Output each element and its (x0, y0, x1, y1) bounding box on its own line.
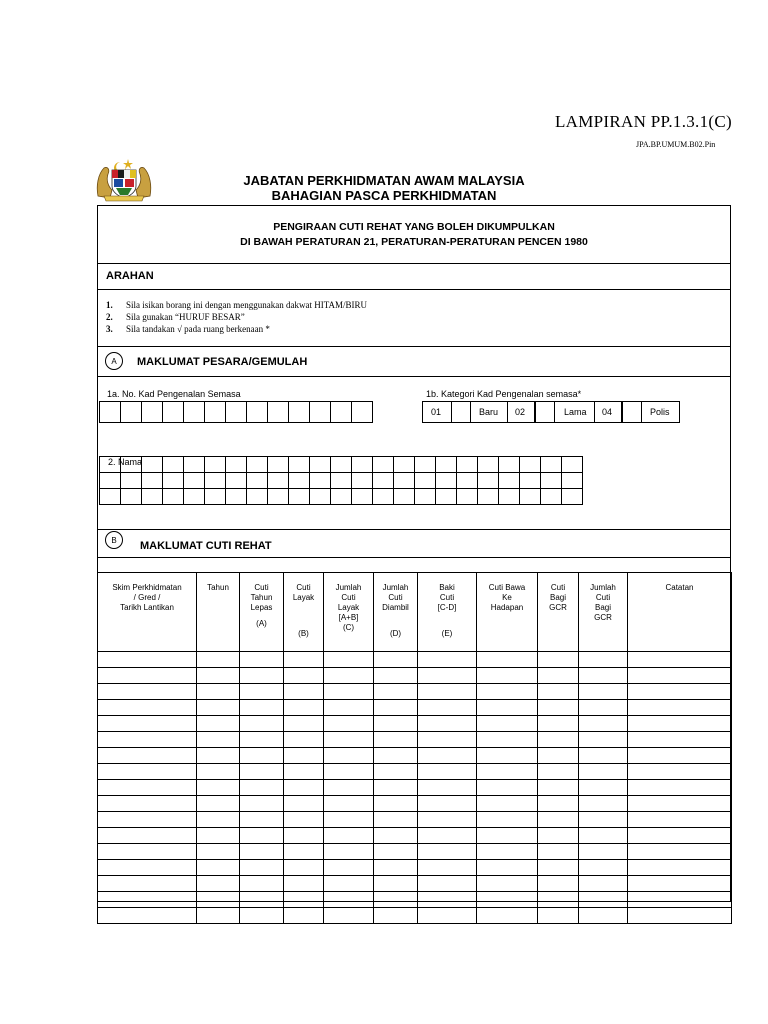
ic-digit-box[interactable] (310, 402, 331, 423)
instruction-item: 3. Sila tandakan √ pada ruang berkenaan * (106, 324, 270, 334)
table-row[interactable] (98, 860, 732, 876)
ic-digit-box[interactable] (184, 402, 205, 423)
department-name: JABATAN PERKHIDMATAN AWAM MALAYSIA (243, 173, 525, 188)
ic-digit-box[interactable] (352, 402, 373, 423)
column-header: Jumlah Cuti Layak [A+B] (C) (324, 573, 374, 652)
category-baru-checkbox[interactable] (451, 401, 471, 423)
ic-digit-box[interactable] (289, 402, 310, 423)
table-row[interactable] (98, 892, 732, 908)
ic-number-label: 1a. No. Kad Pengenalan Semasa (107, 389, 241, 399)
ic-digit-box[interactable] (268, 402, 289, 423)
ic-digit-box[interactable] (142, 402, 163, 423)
cuti-rehat-table (97, 572, 732, 924)
column-header: Tahun (197, 573, 240, 652)
category-lama-checkbox[interactable] (535, 401, 555, 423)
column-header: Cuti Bagi GCR (538, 573, 579, 652)
table-row[interactable] (98, 908, 732, 924)
divider (97, 263, 731, 264)
division-name: BAHAGIAN PASCA PERKHIDMATAN (271, 188, 497, 203)
category-label: Lama (564, 407, 587, 417)
ic-digit-box[interactable] (247, 402, 268, 423)
column-header: Cuti Tahun Lepas (A) (240, 573, 284, 652)
category-code: 02 (515, 407, 526, 417)
column-header: Cuti Bawa Ke Hadapan (477, 573, 538, 652)
category-code: 01 (431, 407, 442, 417)
table-row[interactable] (98, 732, 732, 748)
table-header-row (98, 573, 732, 652)
section-b-title: MAKLUMAT CUTI REHAT (140, 540, 272, 552)
table-row[interactable] (98, 796, 732, 812)
table-row[interactable] (98, 844, 732, 860)
instruction-item: 2. Sila gunakan “HURUF BESAR” (106, 312, 245, 322)
ic-digit-box[interactable] (331, 402, 352, 423)
section-b-marker: B (105, 531, 123, 549)
ic-category-label: 1b. Kategori Kad Pengenalan semasa* (426, 389, 582, 399)
table-row[interactable] (98, 876, 732, 892)
ic-digit-box[interactable] (100, 402, 121, 423)
divider (97, 346, 731, 347)
divider (97, 376, 731, 377)
column-header: Cuti Layak (B) (284, 573, 324, 652)
name-label: 2. Nama (108, 457, 143, 467)
instruction-item: 1. Sila isikan borang ini dengan menggunakan dakwat HITAM/BIRU (106, 300, 367, 310)
table-row[interactable] (98, 684, 732, 700)
category-label: Polis (650, 407, 670, 417)
category-code: 04 (602, 407, 613, 417)
divider (97, 557, 731, 558)
arahan-heading: ARAHAN (106, 270, 154, 282)
name-boxes[interactable] (99, 456, 583, 505)
column-header: Jumlah Cuti Diambil (D) (374, 573, 418, 652)
category-label: Baru (479, 407, 499, 417)
ic-number-boxes[interactable] (99, 401, 373, 423)
column-header: Skim Perkhidmatan / Gred / Tarikh Lantikan (98, 573, 197, 652)
table-row[interactable] (98, 716, 732, 732)
table-row[interactable] (98, 828, 732, 844)
form-title-line2: DI BAWAH PERATURAN 21, PERATURAN-PERATURAN PENCEN 1980 (240, 236, 588, 248)
table-row[interactable] (98, 748, 732, 764)
table-row[interactable] (98, 652, 732, 668)
column-header: Catatan (628, 573, 732, 652)
column-header: Baki Cuti [C-D] (E) (418, 573, 477, 652)
table-row[interactable] (98, 668, 732, 684)
divider (97, 289, 731, 290)
ic-digit-box[interactable] (121, 402, 142, 423)
form-title-line1: PENGIRAAN CUTI REHAT YANG BOLEH DIKUMPULKAN (273, 221, 555, 233)
reference-number: JPA.BP.UMUM.B02.Pin (636, 140, 716, 149)
section-a-marker: A (105, 352, 123, 370)
lampiran-code: LAMPIRAN PP.1.3.1(C) (555, 112, 732, 131)
ic-digit-box[interactable] (205, 402, 226, 423)
table-row[interactable] (98, 780, 732, 796)
table-row[interactable] (98, 812, 732, 828)
category-polis-checkbox[interactable] (622, 401, 642, 423)
divider (97, 529, 731, 530)
table-row[interactable] (98, 700, 732, 716)
ic-digit-box[interactable] (163, 402, 184, 423)
table-row[interactable] (98, 764, 732, 780)
ic-digit-box[interactable] (226, 402, 247, 423)
column-header: Jumlah Cuti Bagi GCR (579, 573, 628, 652)
section-a-title: MAKLUMAT PESARA/GEMULAH (137, 356, 308, 368)
